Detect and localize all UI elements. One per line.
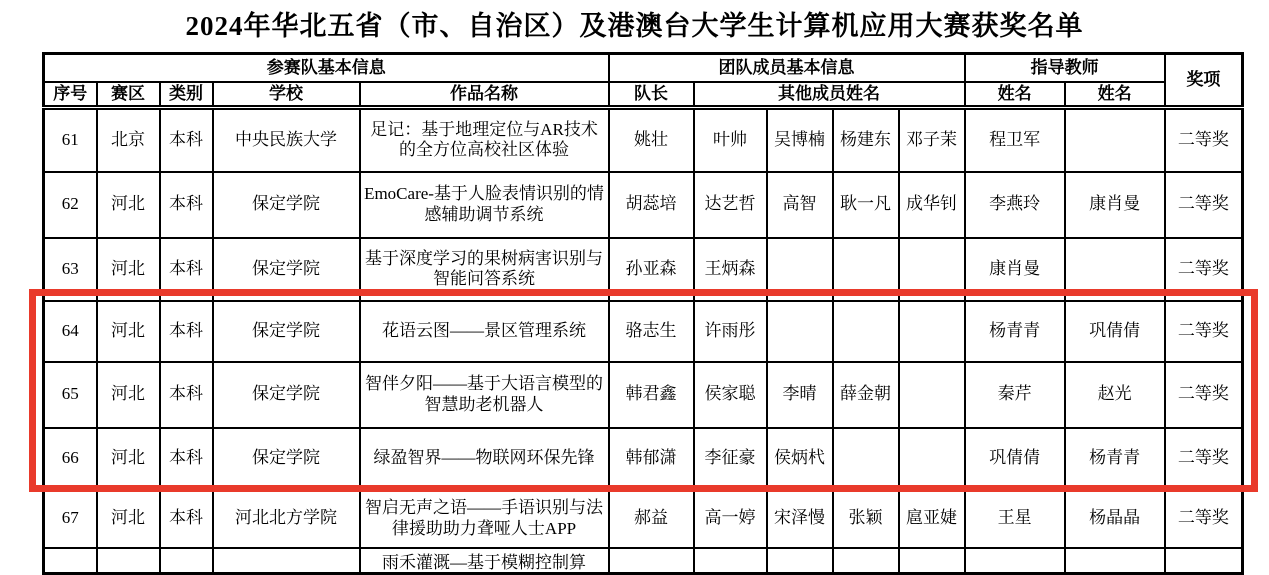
cell-members-2: 张颖 (833, 490, 899, 548)
page-title: 2024年华北五省（市、自治区）及港澳台大学生计算机应用大赛获奖名单 (185, 11, 1084, 41)
cell-members-3: 成华钊 (899, 172, 965, 238)
cell-members-2 (833, 301, 899, 362)
cell-captain (609, 548, 694, 574)
cell-members-2 (833, 238, 899, 301)
cell-members-1 (767, 238, 833, 301)
cell-project: 智启无声之语——手语识别与法律援助助力聋哑人士APP (360, 490, 609, 548)
cell-members-1: 李晴 (767, 362, 833, 428)
cell-division: 河北 (97, 238, 160, 301)
cell-advisor2: 康肖曼 (1065, 172, 1165, 238)
cell-project: 花语云图——景区管理系统 (360, 301, 609, 362)
cell-captain: 孙亚森 (609, 238, 694, 301)
cell-award: 二等奖 (1165, 490, 1243, 548)
cell-division: 河北 (97, 428, 160, 490)
header-member-info: 团队成员基本信息 (609, 54, 965, 82)
cell-project: 足记：基于地理定位与AR技术的全方位高校社区体验 (360, 108, 609, 172)
cell-members-0 (694, 548, 767, 574)
header-group-row (44, 54, 1243, 82)
cell-school: 保定学院 (213, 301, 360, 362)
cell-no (44, 548, 97, 574)
cell-advisor2 (1065, 548, 1165, 574)
cell-members-0: 许雨彤 (694, 301, 767, 362)
cell-no: 67 (44, 490, 97, 548)
table-row (44, 108, 1243, 172)
cell-members-0: 王炳森 (694, 238, 767, 301)
cell-category: 本科 (160, 108, 213, 172)
cell-advisor2: 赵光 (1065, 362, 1165, 428)
cell-advisor2 (1065, 238, 1165, 301)
cell-members-3 (899, 362, 965, 428)
cell-members-1 (767, 301, 833, 362)
cell-category: 本科 (160, 301, 213, 362)
award-table (42, 52, 1244, 575)
cell-category: 本科 (160, 490, 213, 548)
cell-division: 河北 (97, 490, 160, 548)
cell-members-2: 耿一凡 (833, 172, 899, 238)
cell-no: 63 (44, 238, 97, 301)
cell-award: 二等奖 (1165, 428, 1243, 490)
table-row (44, 362, 1243, 428)
cell-no: 61 (44, 108, 97, 172)
cell-advisor1: 秦芹 (965, 362, 1065, 428)
cell-award: 二等奖 (1165, 238, 1243, 301)
cell-project: EmoCare-基于人脸表情识别的情感辅助调节系统 (360, 172, 609, 238)
cell-advisor1: 康肖曼 (965, 238, 1065, 301)
cell-advisor1: 王星 (965, 490, 1065, 548)
cell-school: 保定学院 (213, 428, 360, 490)
cell-award: 二等奖 (1165, 301, 1243, 362)
header-award: 奖项 (1165, 54, 1243, 108)
header-captain: 队长 (609, 82, 694, 108)
cell-advisor1: 李燕玲 (965, 172, 1065, 238)
cell-no: 62 (44, 172, 97, 238)
cell-category: 本科 (160, 172, 213, 238)
cell-captain: 韩君鑫 (609, 362, 694, 428)
cell-project: 智伴夕阳——基于大语言模型的智慧助老机器人 (360, 362, 609, 428)
header-advisor1-name: 姓名 (965, 82, 1065, 108)
cell-category: 本科 (160, 362, 213, 428)
cell-captain: 胡蕊培 (609, 172, 694, 238)
cell-school: 河北北方学院 (213, 490, 360, 548)
table-body (44, 108, 1243, 574)
partial-table-row (44, 548, 1243, 574)
cell-members-2: 杨建东 (833, 108, 899, 172)
cell-captain: 姚壮 (609, 108, 694, 172)
cell-school (213, 548, 360, 574)
cell-members-1 (767, 548, 833, 574)
cell-advisor2: 杨晶晶 (1065, 490, 1165, 548)
cell-captain: 骆志生 (609, 301, 694, 362)
cell-category: 本科 (160, 428, 213, 490)
cell-members-1: 侯炳杙 (767, 428, 833, 490)
cell-award: 二等奖 (1165, 108, 1243, 172)
cell-advisor1: 巩倩倩 (965, 428, 1065, 490)
cell-advisor2 (1065, 108, 1165, 172)
cell-division (97, 548, 160, 574)
cell-division: 河北 (97, 301, 160, 362)
header-project: 作品名称 (360, 82, 609, 108)
cell-school: 中央民族大学 (213, 108, 360, 172)
cell-members-3: 邓子茉 (899, 108, 965, 172)
cell-project: 绿盈智界——物联网环保先锋 (360, 428, 609, 490)
header-no: 序号 (44, 82, 97, 108)
table-row (44, 238, 1243, 301)
cell-school: 保定学院 (213, 238, 360, 301)
cell-members-3 (899, 301, 965, 362)
table-row (44, 428, 1243, 490)
cell-category: 本科 (160, 238, 213, 301)
header-advisors: 指导教师 (965, 54, 1165, 82)
header-category: 类别 (160, 82, 213, 108)
cell-division: 河北 (97, 172, 160, 238)
cell-division: 河北 (97, 362, 160, 428)
header-team-info: 参赛队基本信息 (44, 54, 609, 82)
cell-advisor1: 杨青青 (965, 301, 1065, 362)
header-other-members: 其他成员姓名 (694, 82, 965, 108)
header-sub-row (44, 82, 1243, 108)
header-advisor2-name: 姓名 (1065, 82, 1165, 108)
table-row (44, 172, 1243, 238)
cell-members-0: 侯家聪 (694, 362, 767, 428)
cell-captain: 韩郁潇 (609, 428, 694, 490)
cell-school: 保定学院 (213, 362, 360, 428)
cell-members-2: 薛金朝 (833, 362, 899, 428)
cell-members-0: 高一婷 (694, 490, 767, 548)
partial-project-text: 雨禾灌溉—基于模糊控制算 (382, 552, 587, 572)
cell-members-0: 叶帅 (694, 108, 767, 172)
header-division: 赛区 (97, 82, 160, 108)
cell-members-0: 达艺哲 (694, 172, 767, 238)
cell-project (360, 548, 609, 574)
cell-award: 二等奖 (1165, 172, 1243, 238)
cell-captain: 郝益 (609, 490, 694, 548)
cell-members-2 (833, 428, 899, 490)
cell-members-2 (833, 548, 899, 574)
cell-members-1: 宋泽慢 (767, 490, 833, 548)
cell-division: 北京 (97, 108, 160, 172)
cell-members-1: 吴博楠 (767, 108, 833, 172)
cell-award (1165, 548, 1243, 574)
cell-school: 保定学院 (213, 172, 360, 238)
cell-project: 基于深度学习的果树病害识别与智能问答系统 (360, 238, 609, 301)
cell-advisor2: 巩倩倩 (1065, 301, 1165, 362)
cell-members-3 (899, 428, 965, 490)
cell-advisor1: 程卫军 (965, 108, 1065, 172)
cell-members-3: 扈亚婕 (899, 490, 965, 548)
cell-members-1: 高智 (767, 172, 833, 238)
header-school: 学校 (213, 82, 360, 108)
cell-advisor2: 杨青青 (1065, 428, 1165, 490)
cell-members-3 (899, 548, 965, 574)
cell-category (160, 548, 213, 574)
table-row (44, 301, 1243, 362)
cell-award: 二等奖 (1165, 362, 1243, 428)
cell-no: 66 (44, 428, 97, 490)
cell-members-3 (899, 238, 965, 301)
table-row (44, 490, 1243, 548)
cell-no: 64 (44, 301, 97, 362)
cell-advisor1 (965, 548, 1065, 574)
cell-members-0: 李征豪 (694, 428, 767, 490)
cell-no: 65 (44, 362, 97, 428)
